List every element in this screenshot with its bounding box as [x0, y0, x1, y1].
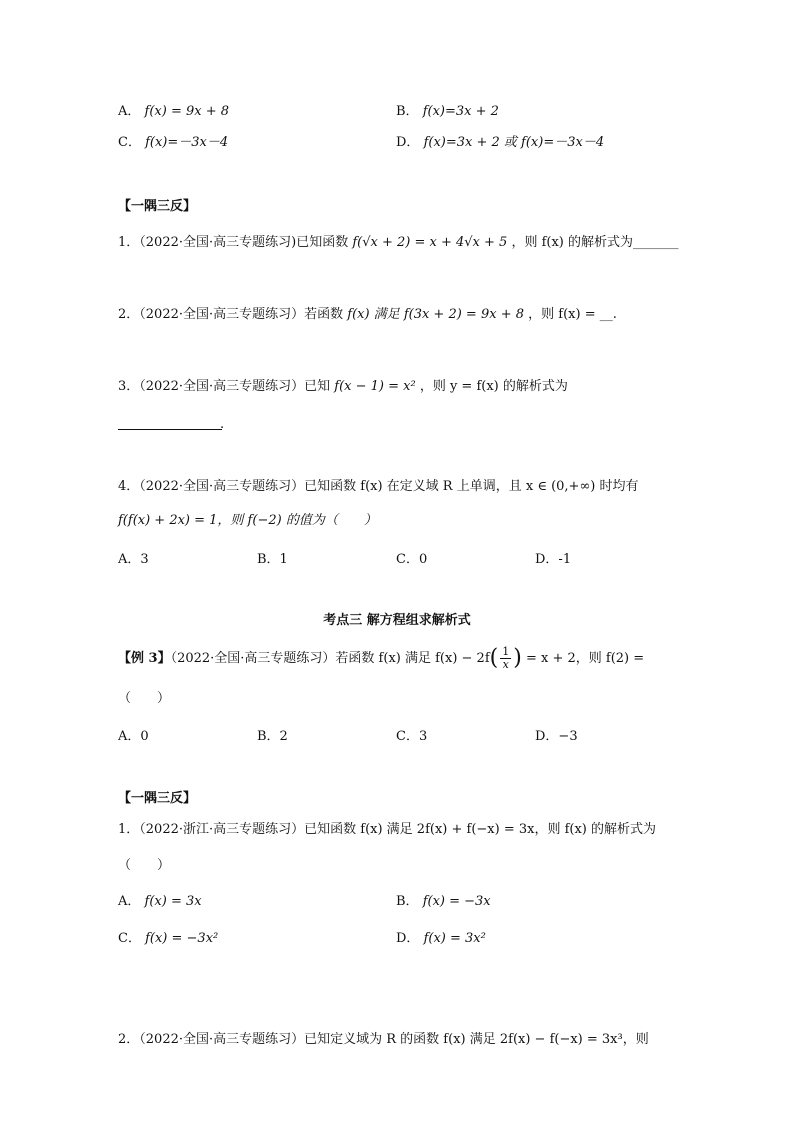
question-1-text: 1．（2022·全国·高三专题练习)已知函数 [118, 235, 349, 250]
option-a [118, 102, 229, 122]
question-2 [118, 305, 617, 325]
question-3-expr: f(x − 1) = x² [334, 379, 416, 394]
s2-option-d [396, 929, 486, 949]
question-1-expr: f(√x + 2) = x + 4√x + 5 [352, 235, 508, 250]
question-3-text: 3．（2022·全国·高三专题练习）已知 [118, 379, 331, 394]
option-a-label: A． [118, 104, 141, 119]
question-3-tail: ，则 y = f(x) 的解析式为 [419, 379, 568, 394]
question-3 [118, 377, 568, 397]
ex3-option-c: C．3 [396, 729, 428, 744]
option-d [396, 133, 604, 153]
option-d-label: D． [396, 135, 420, 150]
s2-option-a [118, 892, 202, 912]
question-4-line2: f(f(x) + 2x) = 1，则 f(−2) 的值为（ ） [118, 513, 377, 528]
s2-option-d-expr: f(x) = 3x² [423, 931, 486, 946]
right-paren: ) [513, 645, 522, 671]
question-4: 4．（2022·全国·高三专题练习）已知函数 f(x) 在定义域 R 上单调，且 x ∈ (0,+∞) 时均有 [118, 479, 639, 494]
question-2-text: 2．（2022·全国·高三专题练习）若函数 [118, 307, 344, 322]
section-heading-1: 【一隅三反】 [118, 199, 197, 214]
fraction-denominator: x [502, 658, 509, 671]
q4-option-d: D．-1 [535, 552, 572, 567]
option-c-expr: f(x)=－3x－4 [145, 135, 229, 150]
option-c-label: C． [118, 135, 141, 150]
s2-option-b [396, 892, 491, 912]
s2-question-1-paren: （ ） [118, 858, 171, 873]
fraction-numerator: 1 [502, 645, 510, 658]
example-3-text: （2022·全国·高三专题练习）若函数 f(x) 满足 f(x) − 2f [170, 651, 490, 666]
example-3-paren: （ ） [118, 691, 171, 706]
s2-option-c [118, 929, 218, 949]
s2-option-c-expr: f(x) = −3x² [145, 931, 219, 946]
ex3-option-b: B．2 [257, 729, 288, 744]
option-b-label: B． [396, 104, 419, 119]
option-d-expr: f(x)=3x + 2 或 f(x)=－3x－4 [423, 135, 605, 150]
s2-option-b-expr: f(x) = −3x [422, 894, 491, 909]
fraction-1-over-x [500, 646, 511, 671]
s2-option-b-label: B． [396, 894, 419, 909]
ex3-option-a: A．0 [118, 729, 149, 744]
question-3-end: . [220, 417, 225, 432]
s2-option-d-label: D． [396, 931, 420, 946]
option-a-expr: f(x) = 9x + 8 [144, 104, 230, 119]
s2-option-a-expr: f(x) = 3x [144, 894, 202, 909]
option-c [118, 133, 228, 153]
example-3-tail: = x + 2，则 f(2) = [525, 651, 645, 666]
example-3-label: 【例 3】 [118, 651, 171, 666]
answer-blank [118, 429, 222, 430]
question-2-tail: ，则 f(x) = __. [528, 307, 617, 322]
option-b-expr: f(x)=3x + 2 [422, 104, 499, 119]
option-b [396, 102, 499, 122]
s2-option-c-label: C． [118, 931, 141, 946]
example-3 [118, 646, 644, 671]
section-title-kaodian-3: 考点三 解方程组求解析式 [323, 613, 471, 628]
question-1 [118, 233, 679, 253]
ex3-option-d: D．−3 [535, 729, 578, 744]
question-1-tail: ，则 f(x) 的解析式为_______ [511, 235, 679, 250]
q4-option-a: A．3 [118, 552, 149, 567]
s2-question-1: 1．（2022·浙江·高三专题练习）已知函数 f(x) 满足 2f(x) + f(−x) = 3x，则 f(x) 的解析式为 [118, 822, 657, 837]
q4-option-b: B．1 [257, 552, 288, 567]
s2-option-a-label: A． [118, 894, 141, 909]
section-heading-2: 【一隅三反】 [118, 791, 197, 806]
q4-option-c: C．0 [396, 552, 428, 567]
left-paren: ( [489, 645, 499, 671]
question-2-expr: f(x) 满足 f(3x + 2) = 9x + 8 [347, 307, 524, 322]
s2-question-2: 2．（2022·全国·高三专题练习）已知定义域为 R 的函数 f(x) 满足 2f(x) − f(−x) = 3x³，则 [118, 1032, 649, 1047]
